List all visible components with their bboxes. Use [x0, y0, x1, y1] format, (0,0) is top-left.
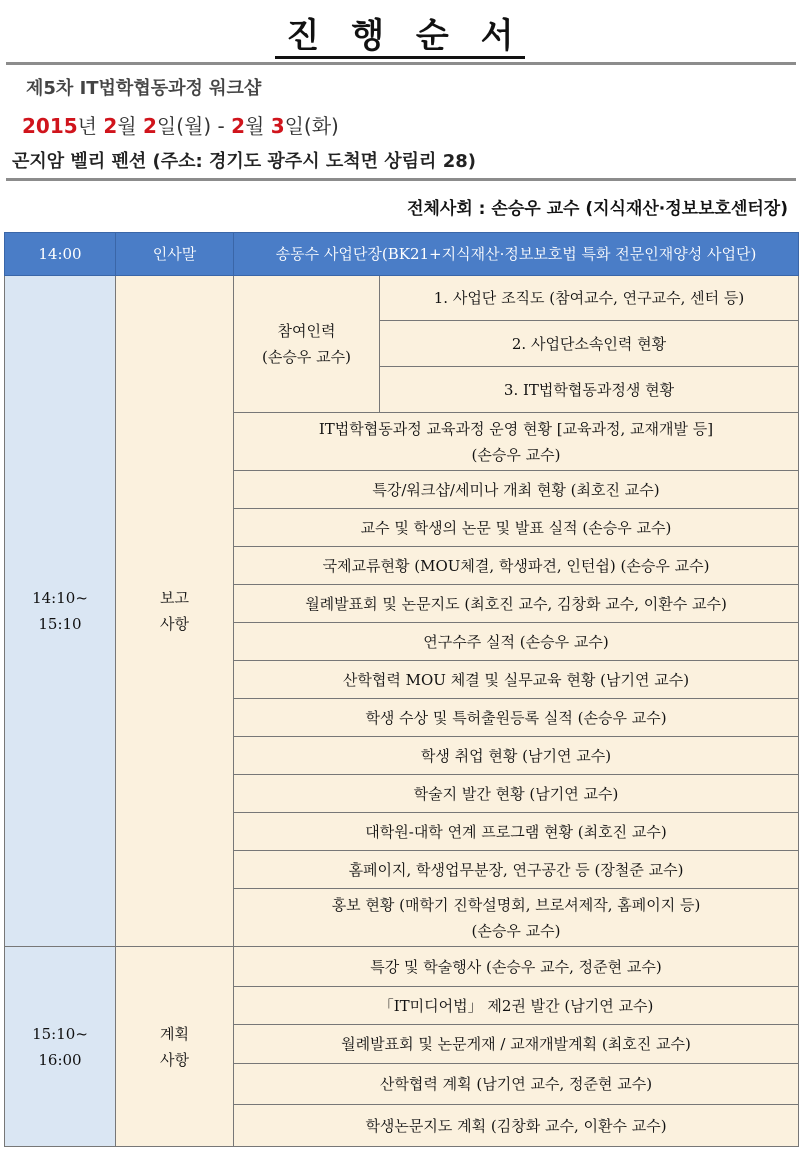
report-category: 보고 사항 [116, 276, 234, 947]
plan-item: 「IT미디어법」 제2권 발간 (남기연 교수) [234, 987, 799, 1025]
report-item: 산학협력 MOU 체결 및 실무교육 현황 (남기연 교수) [234, 661, 799, 699]
plan-item: 특강 및 학술행사 (손승우 교수, 정준현 교수) [234, 947, 799, 987]
date-month-start: 2 [103, 114, 118, 138]
date-month-end: 2 [231, 114, 245, 138]
personnel-item: 3. IT법학협동과정생 현황 [380, 367, 799, 413]
table-row [5, 233, 799, 276]
report-item: 대학원-대학 연계 프로그램 현황 (최호진 교수) [234, 813, 799, 851]
opening-category: 인사말 [116, 233, 234, 276]
report-item: 홈페이지, 학생업무분장, 연구공간 등 (장철준 교수) [234, 851, 799, 889]
event-name: 제5차 IT법학협동과정 워크샵 [26, 78, 262, 99]
report-item: 학생 수상 및 특허출원등록 실적 (손승우 교수) [234, 699, 799, 737]
date-day-end: 3 [270, 114, 285, 138]
event-date: 2015년 2월 2일(월) - 2월 3일(화) [22, 114, 339, 138]
event-venue: 곤지암 벨리 펜션 (주소: 경기도 광주시 도척면 상림리 28) [12, 151, 476, 172]
report-item: 연구수주 실적 (손승우 교수) [234, 623, 799, 661]
personnel-group-label: 참여인력 (손승우 교수) [234, 276, 380, 413]
bottom-divider [6, 178, 796, 181]
schedule-table [4, 232, 799, 1147]
opening-time: 14:00 [5, 233, 116, 276]
report-item: 국제교류현황 (MOU체결, 학생파견, 인턴쉽) (손승우 교수) [234, 547, 799, 585]
report-item: 학생 취업 현황 (남기연 교수) [234, 737, 799, 775]
opening-content: 송동수 사업단장(BK21+지식재산·정보보호법 특화 전문인재양성 사업단) [234, 233, 799, 276]
report-item: IT법학협동과정 교육과정 운영 현황 [교육과정, 교재개발 등] (손승우 교수) [234, 413, 799, 471]
plan-item: 학생논문지도 계획 (김창화 교수, 이환수 교수) [234, 1105, 799, 1147]
date-year: 2015 [22, 114, 78, 138]
report-item: 월례발표회 및 논문지도 (최호진 교수, 김창화 교수, 이환수 교수) [234, 585, 799, 623]
table-row [5, 276, 799, 321]
report-time: 14:10~ 15:10 [5, 276, 116, 947]
report-item: 특강/워크샵/세미나 개최 현황 (최호진 교수) [234, 471, 799, 509]
date-day-start: 2 [142, 114, 157, 138]
report-item: 교수 및 학생의 논문 및 발표 실적 (손승우 교수) [234, 509, 799, 547]
table-row [5, 947, 799, 987]
plan-item: 산학협력 계획 (남기연 교수, 정준현 교수) [234, 1064, 799, 1105]
personnel-item: 1. 사업단 조직도 (참여교수, 연구교수, 센터 등) [380, 276, 799, 321]
personnel-item: 2. 사업단소속인력 현황 [380, 321, 799, 367]
report-item: 홍보 현황 (매학기 진학설명회, 브로셔제작, 홈페이지 등) (손승우 교수) [234, 889, 799, 947]
moderator: 전체사회 : 손승우 교수 (지식재산·정보보호센터장) [407, 199, 788, 219]
plan-category: 계획 사항 [116, 947, 234, 1147]
report-item: 학술지 발간 현황 (남기연 교수) [234, 775, 799, 813]
plan-item: 월례발표회 및 논문게재 / 교재개발계획 (최호진 교수) [234, 1025, 799, 1064]
top-divider [6, 62, 796, 65]
plan-time: 15:10~ 16:00 [5, 947, 116, 1147]
page-title: 진 행 순 서 [0, 8, 800, 57]
